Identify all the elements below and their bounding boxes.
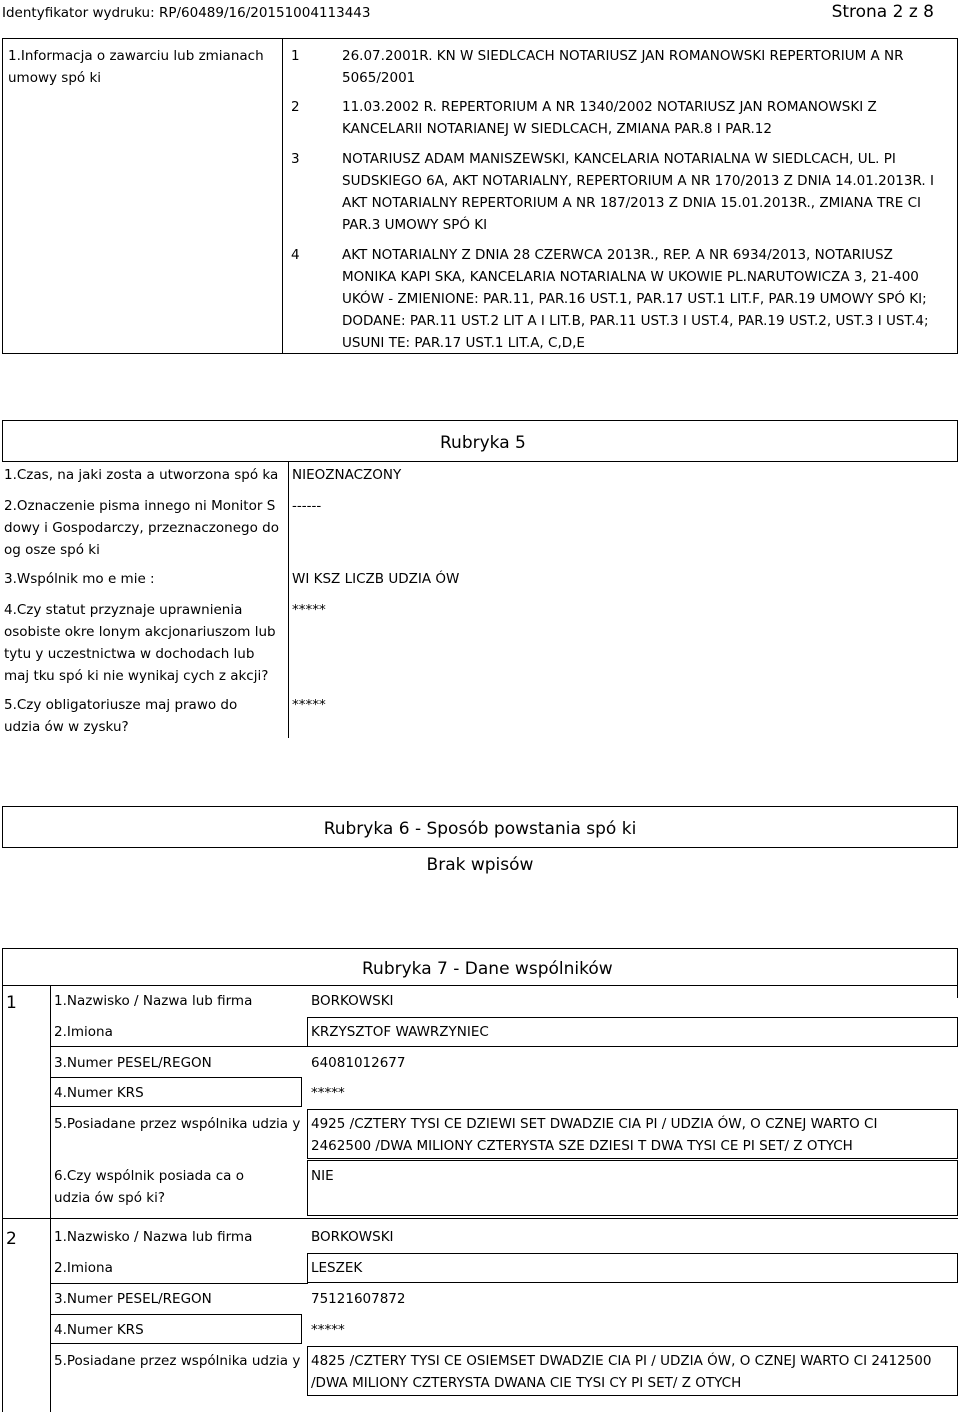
partner-field-label: 4.Numer KRS [54,1322,144,1338]
partner-field-box [307,1160,958,1216]
partner-field-value: NIE [311,1168,334,1184]
partner-field-label: 4.Numer KRS [54,1085,144,1101]
info-entry-num: 2 [291,99,300,115]
partner-field-box [307,1253,958,1283]
partner-field-label: 1.Nazwisko / Nazwa lub firma [54,993,253,1009]
info-entry-text: AKT NOTARIALNY Z DNIA 28 CZERWCA 2013R., REP. A NR 6934/2013, NOTARIUSZ MONIKA KAPI SKA, KANCELARIA NOTARIALNA W UKOWIE PL.NARUTOWICZA 3, 21-400 UKÓW - ZMIENIONE: PAR.11, PAR.16 UST.1, PAR.17 UST.1 LIT.F, PAR.19 UMOWY SPÓ KI; DODANE: PAR.11 UST.2 LIT A I LIT.B, PAR.11 UST.3 I UST.4, PAR.19 UST.2, UST.3 I UST.4; USUNI TE: PAR.17 UST.1 LIT.A, C,D,E [342,247,929,351]
rubryka7-num-divider [50,986,51,1412]
rubryka7-title: Rubryka 7 - Dane wspólników [362,959,613,979]
rubryka5-value: NIEOZNACZONY [292,467,402,483]
partner-row-line [50,1283,308,1284]
info-section-label: 1.Informacja o zawarciu lub zmianach umowy spó ki [8,48,264,86]
partner-field-value: LESZEK [311,1260,363,1276]
rubryka6-empty: Brak wpisów [426,855,534,875]
rubryka5-label: 1.Czas, na jaki zosta a utworzona spó ka [4,467,279,483]
partner-field-label: 5.Posiadane przez wspólnika udzia y [54,1116,301,1132]
rubryka5-value: WI KSZ LICZB UDZIA ÓW [292,571,460,587]
partner-row-line [50,1046,308,1047]
print-identifier: Identyfikator wydruku: RP/60489/16/20151004113443 [2,5,371,21]
rubryka5-value: ***** [292,697,326,713]
info-entry-num: 1 [291,48,300,64]
partner-field-label: 3.Numer PESEL/REGON [54,1291,212,1307]
rubryka5-divider [288,462,289,738]
partner-field-label: 6.Czy wspólnik posiada ca o udzia ów spó ki? [54,1168,245,1206]
info-entry-num: 4 [291,247,300,263]
info-entry-num: 3 [291,151,300,167]
partner-separator [2,1218,958,1219]
rubryka7-right-border [957,986,958,998]
partner-field-label: 1.Nazwisko / Nazwa lub firma [54,1229,253,1245]
partner-field-value: ***** [311,1322,345,1338]
rubryka5-label: 2.Oznaczenie pisma innego ni Monitor S dowy i Gospodarczy, przeznaczonego do og osze spó ki [4,498,279,558]
partner-field-label: 5.Posiadane przez wspólnika udzia y [54,1353,301,1369]
rubryka6-title: Rubryka 6 - Sposób powstania spó ki [323,819,637,839]
partner-field-value: ***** [311,1085,345,1101]
rubryka5-label: 3.Wspólnik mo e mie : [4,571,155,587]
partner-number: 2 [6,1229,17,1249]
info-entry-text: 11.03.2002 R. REPERTORIUM A NR 1340/2002 NOTARIUSZ JAN ROMANOWSKI Z KANCELARII NOTARIANEJ W SIEDLCACH, ZMIANA PAR.8 I PAR.12 [342,99,877,137]
partner-field-value: KRZYSZTOF WAWRZYNIEC [311,1024,489,1040]
partner-field-label: 2.Imiona [54,1024,113,1040]
rubryka5-value: ***** [292,602,326,618]
rubryka5-value: ------ [292,498,322,514]
partner-field-value: 64081012677 [311,1055,406,1071]
rubryka5-label: 5.Czy obligatoriusze maj prawo do udzia ów w zysku? [4,697,238,735]
partner-field-value: BORKOWSKI [311,993,394,1009]
partner-number: 1 [6,993,17,1013]
info-entry-text: 26.07.2001R. KN W SIEDLCACH NOTARIUSZ JAN ROMANOWSKI REPERTORIUM A NR 5065/2001 [342,48,904,86]
partner-field-value: 4925 /CZTERY TYSI CE DZIEWI SET DWADZIE CIA PI / UDZIA ÓW, O CZNEJ WARTO CI 2462500 /DWA MILIONY CZTERYSTA SZE DZIESI T DWA TYSI CE PI SET/ Z OTYCH [311,1116,878,1154]
partner-field-label: 3.Numer PESEL/REGON [54,1055,212,1071]
partner-field-value: BORKOWSKI [311,1229,394,1245]
info-entry-text: NOTARIUSZ ADAM MANISZEWSKI, KANCELARIA NOTARIALNA W SIEDLCACH, UL. PI SUDSKIEGO 6A, AKT NOTARIALNY, REPERTORIUM A NR 170/2013 Z DNIA 14.01.2013R. I AKT NOTARIALNY REPERTORIUM A NR 187/2013 Z DNIA 15.01.2013R., ZMIANA TRE CI PAR.3 UMOWY SPÓ KI [342,151,934,233]
page-number: Strona 2 z 8 [831,2,934,22]
partner-field-value: 4825 /CZTERY TYSI CE OSIEMSET DWADZIE CIA PI / UDZIA ÓW, O CZNEJ WARTO CI 2412500 /DWA MILIONY CZTERYSTA DWANA CIE TYSI CY PI SET/ Z OTYCH [311,1353,932,1391]
info-divider [282,38,283,354]
rubryka5-title: Rubryka 5 [440,433,526,453]
rubryka5-label: 4.Czy statut przyznaje uprawnienia osobiste okre lonym akcjonariuszom lub tytu y uczestnictwa w dochodach lub maj tku spó ki nie wynikaj cych z akcji? [4,602,276,684]
partner-field-value: 75121607872 [311,1291,406,1307]
partner-field-label: 2.Imiona [54,1260,113,1276]
rubryka7-left-border [2,986,3,1412]
